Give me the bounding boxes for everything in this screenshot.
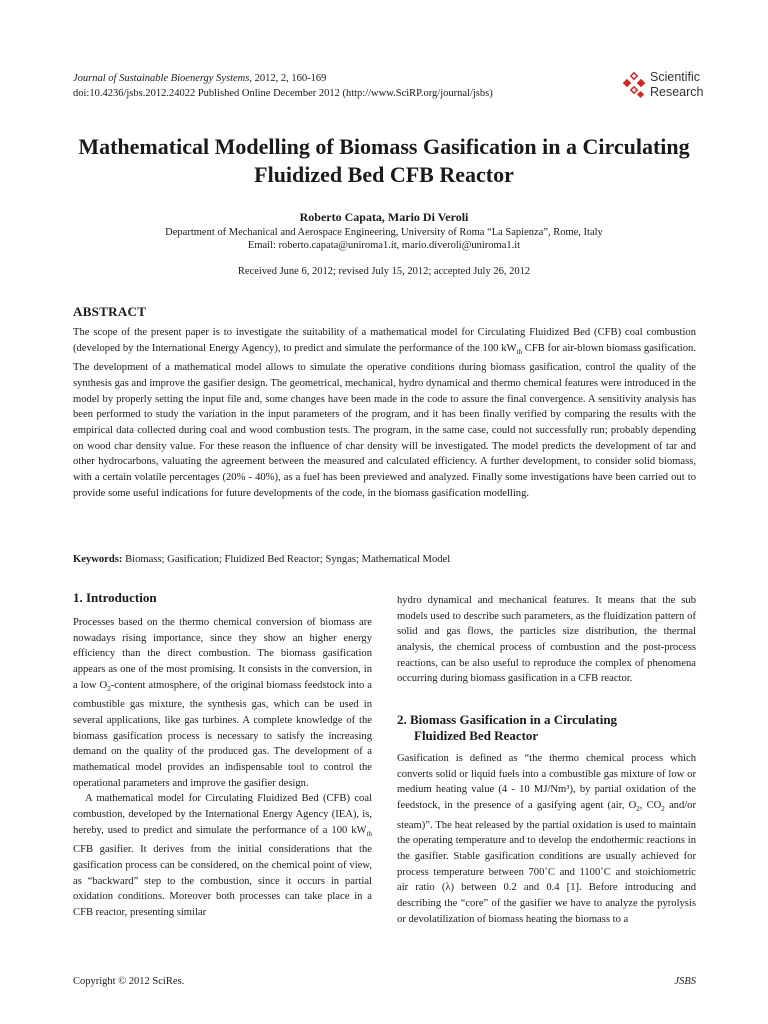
keywords <box>73 553 696 567</box>
publisher-logo <box>620 70 730 102</box>
author-email: Email: roberto.capata@uniroma1.it, mario.diveroli@uniroma1.it <box>247 240 521 251</box>
abstract-heading: ABSTRACT <box>73 304 147 319</box>
scientific-research-logo-icon <box>620 72 648 100</box>
journal-citation <box>73 72 326 86</box>
right-column-section2 <box>397 751 696 927</box>
affiliation: Department of Mechanical and Aerospace Engineering, University of Roma “La Sapienza”, Rome, Italy <box>165 227 603 238</box>
section-heading-biomass-gasification: 2. Biomass Gasification in a Circulating Fluidized Bed Reactor <box>397 712 618 743</box>
section-heading-introduction: 1. Introduction <box>73 590 157 605</box>
logo-text: Scientific Research <box>650 70 704 99</box>
keywords-list: Biomass; Gasification; Fluidized Bed Reactor; Syngas; Mathematical Model <box>122 554 451 565</box>
authors: Roberto Capata, Mario Di Veroli <box>299 210 469 224</box>
footer-copyright: Copyright © 2012 SciRes. <box>73 976 185 987</box>
abstract-text: The scope of the present paper is to investigate the suitability of a mathematical model for Circulating Fluidized Bed (CFB) coal combustion (developed by the International Energy Agency), to predict and simulate the performance of the 100 $kW_{th}$ CFB for air-blown biomass gasification. The development of a mathematical model allows to simulate the operative conditions during biomass gasification, control the quality of the synthesis gas and improve the gasifier design. The geometrical, mechanical, hydro dynamical and thermo chemical features were introduced in the model by properly setting the input file and, some changes have been made in the code to assure the final convergence. A sensitivity analysis has been performed to study the variation in the input parameters of the program, and it has been finally verified by comparing the results with the empirical data collected during coal and wood combustion tests. The program, in the same case, could not successfully run; probably depending on wood char density value. For these reason the influence of char density will be investigated. The model predicts the development of tar and other hydrocarbons, valuating the agreement between the measured and calculated efficiency. A further development, to consider solid biomass, with a certain volatile percentages (20% - 40%), as a fuel has been previewed and analyzed. Finally some investigations have been carried out to provide some useful indications for future developments of the code, in the biomass gasification modelling. <box>73 327 696 499</box>
journal-name: Journal of Sustainable Bioenergy Systems <box>73 73 250 84</box>
keywords-label: Keywords: <box>73 554 123 565</box>
left-column <box>73 615 372 921</box>
paper-title: Mathematical Modelling of Biomass Gasification in a Circulating Fluidized Bed CFB Reactor <box>78 134 690 187</box>
doi-line: doi:10.4236/jsbs.2012.24022 Published Online December 2012 (http://www.SciRP.org/journal/jsbs) <box>73 88 493 99</box>
received-dates: Received June 6, 2012; revised July 15, 2012; accepted July 26, 2012 <box>237 266 531 277</box>
intro-paragraph-2: A mathematical model for Circulating Fluidized Bed (CFB) coal combustion, developed by the International Energy Agency (IEA), is, hereby, used to predict and simulate the performance of a 100 $kW_{th}$ CFB gasifier. It derives from the initial considerations that the gasification process can be considered, on the chemical point of view, as “backward” step to the combustion, since it occurs in partial oxidation conditions. Moreover both processes can take place in a CFB reactor, presenting similar <box>73 793 372 919</box>
right-column-top <box>397 593 696 687</box>
journal-volume: , 2012, 2, 160-169 <box>249 73 327 84</box>
intro-paragraph-continued: hydro dynamical and mechanical features. It means that the sub models used to describe such parameters, as the fluidization pattern of solid and gas flows, the particles size distribution, the thermal analysis, the chemical process of combustion and the post-process reactions, can be also useful to reproduce the complex of phenomena occurring during biomass gasification in a CFB reactor. <box>397 595 696 685</box>
section2-paragraph: Gasification is defined as “the thermo chemical process which converts solid or liquid fuels into a combustible gas mixture of low or medium heating value (4 - 10 MJ/Nm³), by partial oxidation of the feedstock, in the presence of a gasifying agent (air, $O_2$, $CO_2$ and/or steam)”. The heat released by the partial oxidation is used to maintain the operating temperature and to develop the endothermic reactions in the gasifier. Stable gasification conditions are usually achieved for process temperature between 700˚C and 1100˚C and stoichiometric air ratio (λ) between 0.2 and 0.4 [1]. Before introducing and describing the “core” of the gasifier we have to analyze the pyrolysis or devolatilization of biomass heating the biomass to a <box>397 753 697 925</box>
footer-journal-abbr: JSBS <box>674 976 696 987</box>
intro-paragraph-1: Processes based on the thermo chemical conversion of biomass are nowadays rising importance, since they show an higher energy efficiency than the direct combustion. The biomass gasification appears as one of the most promising. It consists in the conversion, in a low $O_2$-content atmosphere, of the original biomass feedstock into a combustible gas mixture, the synthesis gas, which can be used in several applications, like gas turbines. A complete knowledge of the biomass gasification process is necessary to satisfy the increasing demand on the quality of the produced gas. The development of a mathematical model provides an indispensable tool to control the operational parameters and improve the gasifier design. <box>73 617 372 789</box>
